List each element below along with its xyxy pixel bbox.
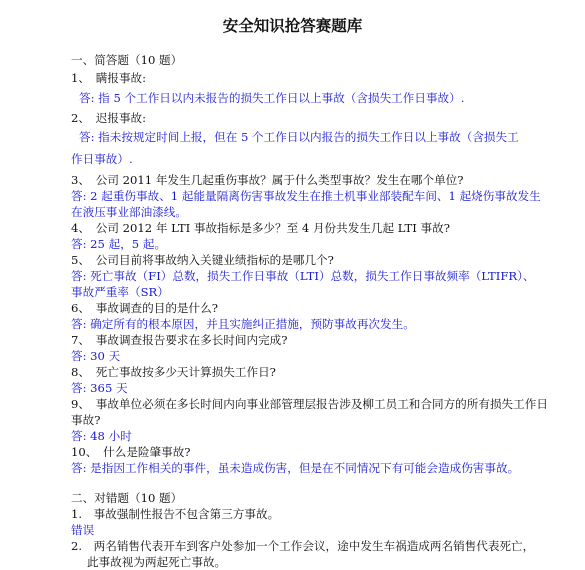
answer: 答: 是指因工作相关的事件，虽未造成伤害，但是在不同情况下有可能会造成伤害事故。	[71, 461, 520, 475]
question: 1、 瞒报事故:	[71, 71, 147, 85]
question-continued: 此事故视为两起死亡事故。	[87, 555, 227, 569]
answer: 错误	[71, 523, 95, 537]
answer: 作日事故）.	[71, 152, 133, 166]
question: 1. 事故强制性报告不包含第三方事故。	[71, 507, 280, 521]
section-heading: 一、简答题（10 题）	[71, 53, 183, 67]
answer: 答: 指未按规定时间上报，但在 5 个工作日以内报告的损失工作日以上事故（含损失工	[79, 130, 519, 144]
answer: 事故严重率（SR）	[71, 285, 169, 299]
question: 4、 公司 2012 年 LTI 事故指标是多少？至 4 月份共发生几起 LTI 事故?	[71, 221, 450, 235]
question: 2、 迟报事故:	[71, 111, 147, 125]
answer: 答: 25 起，5 起。	[71, 237, 167, 251]
answer: 答: 指 5 个工作日以内未报告的损失工作日以上事故（含损失工作日事故）.	[79, 91, 465, 105]
answer: 答: 48 小时	[71, 429, 132, 443]
question: 5、 公司目前将事故纳入关键业绩指标的是哪几个?	[71, 253, 334, 267]
question: 10、 什么是险肇事故?	[71, 445, 191, 459]
document-title: 安全知识抢答赛题库	[222, 17, 363, 35]
answer: 答: 确定所有的根本原因，并且实施纠正措施，预防事故再次发生。	[71, 317, 415, 331]
answer: 答: 死亡事故（FI）总数，损失工作日事故（LTI）总数，损失工作日事故频率（LTIFR）、	[71, 269, 535, 283]
answer: 在液压事业部油漆线。	[71, 205, 187, 219]
answer: 答: 365 天	[71, 381, 128, 395]
question: 6、 事故调查的目的是什么?	[71, 301, 218, 315]
question: 2. 两名销售代表开车到客户处参加一个工作会议，途中发生车祸造成两名销售代表死亡，	[71, 539, 535, 553]
question: 8、 死亡事故按多少天计算损失工作日?	[71, 365, 276, 379]
question: 7、 事故调查报告要求在多长时间内完成?	[71, 333, 288, 347]
question: 9、 事故单位必须在多长时间内向事业部管理层报告涉及柳工员工和合同方的所有损失工作日事故?	[71, 397, 548, 427]
answer: 答: 2 起重伤事故、1 起能量隔离伤害事故发生在推土机事业部装配车间、1 起烧伤事故发生	[71, 189, 541, 203]
answer: 答: 30 天	[71, 349, 121, 363]
section-heading: 二、对错题（10 题）	[71, 491, 183, 505]
question: 3、 公司 2011 年发生几起重伤事故？属于什么类型事故？发生在哪个单位?	[71, 173, 464, 187]
